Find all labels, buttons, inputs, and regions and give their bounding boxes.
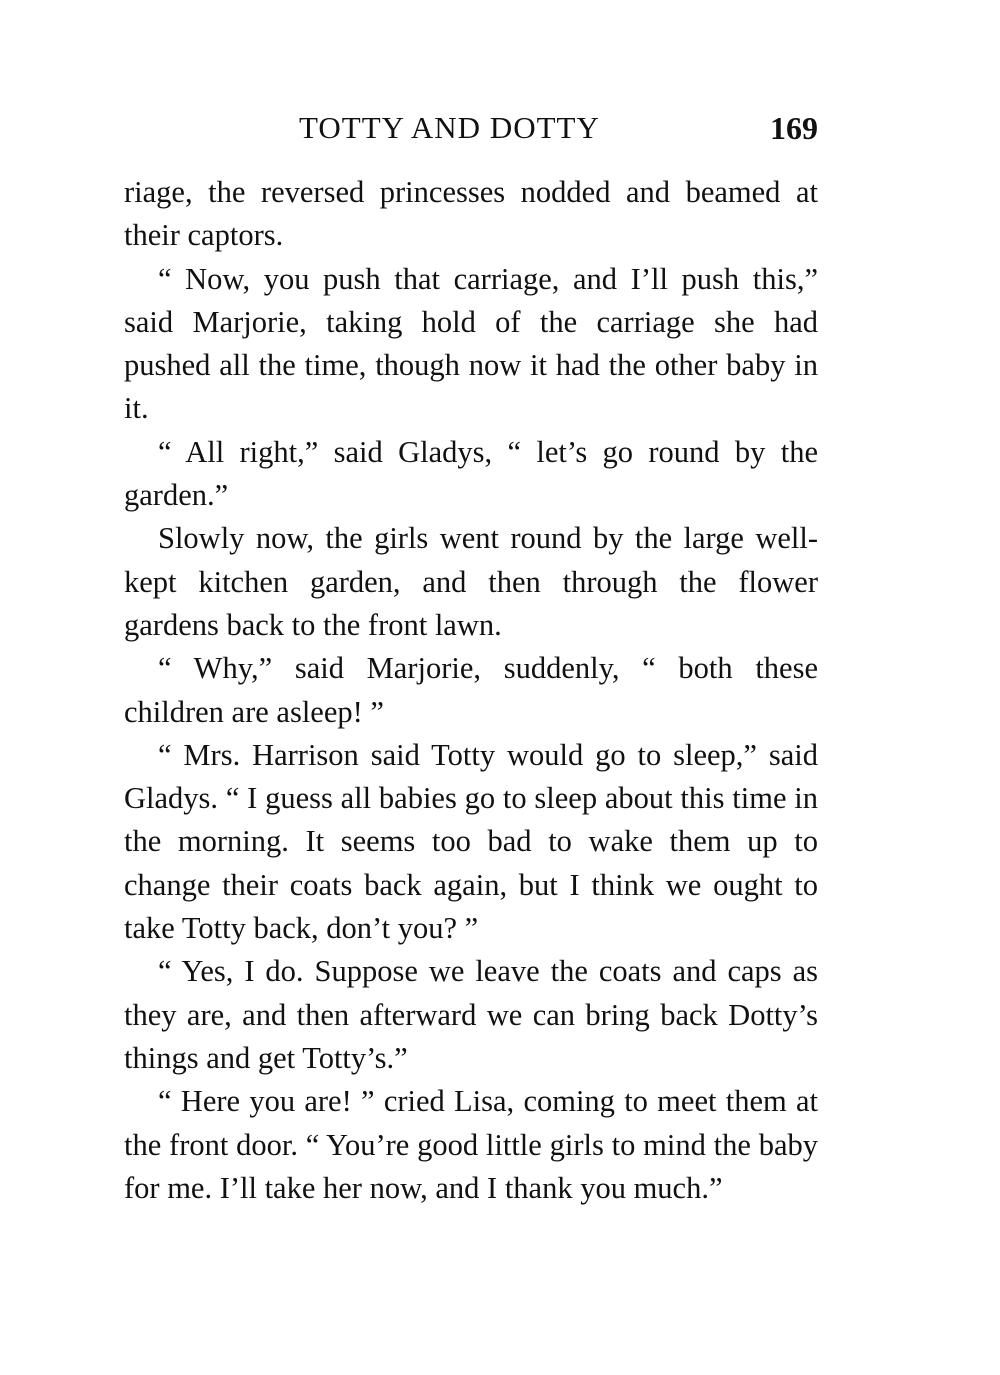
- paragraph: “ Mrs. Harrison said Totty would go to sleep,” said Gladys. “ I guess all babies go to sleep about this time in the morning. It seems too bad to wake them up to change their coats back again, but I think we ought to take Totty back, don’t you? ”: [124, 737, 818, 946]
- paragraph: “ Why,” said Marjorie, suddenly, “ both these children are asleep! ”: [124, 651, 818, 729]
- paragraph: Slowly now, the girls went round by the large well-kept kitchen garden, and then through the flower gardens back to the front lawn.: [124, 521, 818, 642]
- page-number: 169: [770, 110, 818, 146]
- body-text: [124, 171, 818, 1210]
- paragraph: “ Yes, I do. Suppose we leave the coats and caps as they are, and then afterward we can bring back Dotty’s things and get Totty’s.”: [124, 954, 818, 1075]
- paragraph: “ Here you are! ” cried Lisa, coming to meet them at the front door. “ You’re good little girls to mind the baby for me. I’ll take her now, and I thank you much.”: [124, 1084, 818, 1205]
- running-title: TOTTY AND DOTTY: [299, 110, 600, 145]
- paragraph: “ Now, you push that carriage, and I’ll push this,” said Marjorie, taking hold of the carriage she had pushed all the time, though now it had the other baby in it.: [124, 261, 818, 426]
- running-head: [124, 108, 818, 148]
- paragraph: “ All right,” said Gladys, “ let’s go round by the garden.”: [124, 434, 818, 513]
- paragraph-continuation: riage, the reversed princesses nodded and beamed at their captors.: [124, 175, 818, 253]
